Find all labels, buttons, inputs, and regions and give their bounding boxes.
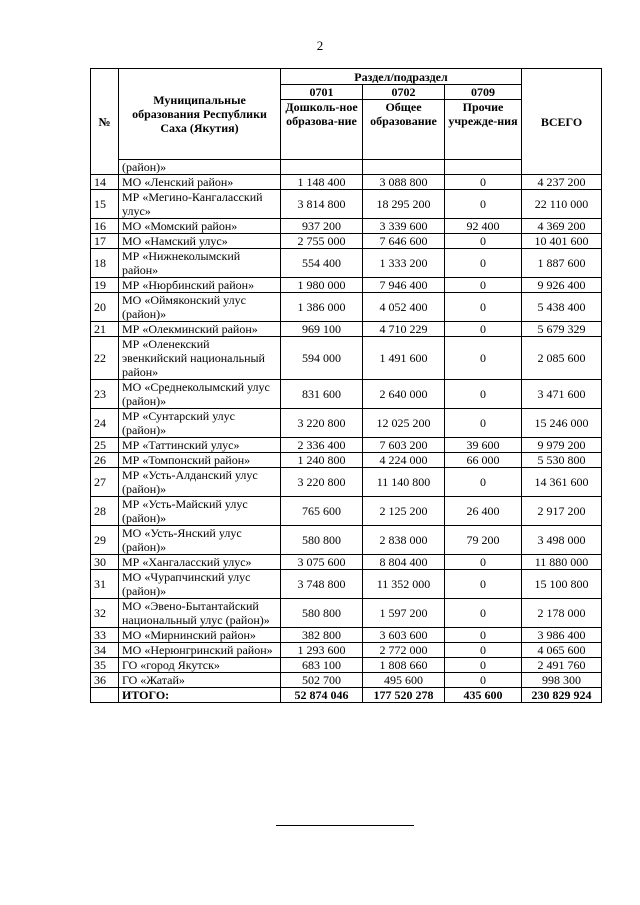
- header-code-0709: 0709: [445, 85, 522, 100]
- row-municipality: МО «Чурапчинский улус (район)»: [119, 570, 281, 599]
- row-preschool: 1 293 600: [281, 643, 363, 658]
- row-municipality: МР «Таттинский улус»: [119, 438, 281, 453]
- row-total: 15 100 800: [522, 570, 602, 599]
- row-other: 0: [445, 190, 522, 219]
- row-total: 2 178 000: [522, 599, 602, 628]
- row-number: 15: [91, 190, 119, 219]
- row-general: 1 808 660: [363, 658, 445, 673]
- row-general: 12 025 200: [363, 409, 445, 438]
- row-total: 11 880 000: [522, 555, 602, 570]
- row-general: 495 600: [363, 673, 445, 688]
- row-total: 5 438 400: [522, 293, 602, 322]
- row-preschool: 502 700: [281, 673, 363, 688]
- table-row: [91, 453, 602, 468]
- totals-row: [91, 688, 602, 703]
- row-general: 8 804 400: [363, 555, 445, 570]
- row-total: 22 110 000: [522, 190, 602, 219]
- row-municipality: МР «Сунтарский улус (район)»: [119, 409, 281, 438]
- row-total: 2 491 760: [522, 658, 602, 673]
- row-total: 5 530 800: [522, 453, 602, 468]
- row-municipality: МО «Оймяконский улус (район)»: [119, 293, 281, 322]
- row-preschool: 3 748 800: [281, 570, 363, 599]
- row-other: 0: [445, 175, 522, 190]
- row-general: 18 295 200: [363, 190, 445, 219]
- table-row: [91, 673, 602, 688]
- row-other: 0: [445, 599, 522, 628]
- header-code-0702: 0702: [363, 85, 445, 100]
- table-row: [91, 658, 602, 673]
- row-preschool: 580 800: [281, 599, 363, 628]
- row-total: 15 246 000: [522, 409, 602, 438]
- row-municipality: МР «Усть-Алданский улус (район)»: [119, 468, 281, 497]
- row-general: 4 224 000: [363, 453, 445, 468]
- row-general: 2 125 200: [363, 497, 445, 526]
- row-total: 2 085 600: [522, 337, 602, 380]
- budget-table: [90, 68, 602, 703]
- row-total: 2 917 200: [522, 497, 602, 526]
- row-municipality: МО «Ленский район»: [119, 175, 281, 190]
- row-municipality: МР «Усть-Майский улус (район)»: [119, 497, 281, 526]
- row-preschool: 3 075 600: [281, 555, 363, 570]
- row-other: 0: [445, 643, 522, 658]
- row-municipality: МР «Нижнеколымский район»: [119, 249, 281, 278]
- table-row: [91, 293, 602, 322]
- row-total: 5 679 329: [522, 322, 602, 337]
- totals-general: 177 520 278: [363, 688, 445, 703]
- row-number: 21: [91, 322, 119, 337]
- header-name-preschool: Дошколь-ное образова-ние: [281, 100, 363, 160]
- row-municipality: МР «Оленекский эвенкийский национальный район»: [119, 337, 281, 380]
- continuation-cell: (район)»: [119, 160, 281, 175]
- row-preschool: 3 814 800: [281, 190, 363, 219]
- row-number: 22: [91, 337, 119, 380]
- row-preschool: 765 600: [281, 497, 363, 526]
- row-total: 9 926 400: [522, 278, 602, 293]
- row-other: 0: [445, 628, 522, 643]
- row-general: 7 946 400: [363, 278, 445, 293]
- row-general: 1 597 200: [363, 599, 445, 628]
- row-other: 0: [445, 468, 522, 497]
- row-preschool: 1 148 400: [281, 175, 363, 190]
- row-general: 4 052 400: [363, 293, 445, 322]
- row-general: 2 838 000: [363, 526, 445, 555]
- row-number: 23: [91, 380, 119, 409]
- totals-label: ИТОГО:: [119, 688, 281, 703]
- row-preschool: 2 755 000: [281, 234, 363, 249]
- row-general: 1 491 600: [363, 337, 445, 380]
- table-row: [91, 555, 602, 570]
- table-row: [91, 278, 602, 293]
- row-number: 16: [91, 219, 119, 234]
- row-total: 4 237 200: [522, 175, 602, 190]
- row-number: 31: [91, 570, 119, 599]
- row-number: 36: [91, 673, 119, 688]
- header-code-0701: 0701: [281, 85, 363, 100]
- totals-total: 230 829 924: [522, 688, 602, 703]
- table-row: [91, 409, 602, 438]
- row-number: 28: [91, 497, 119, 526]
- row-other: 92 400: [445, 219, 522, 234]
- table-row: [91, 468, 602, 497]
- row-other: 0: [445, 570, 522, 599]
- row-municipality: МО «Нерюнгринский район»: [119, 643, 281, 658]
- row-preschool: 3 220 800: [281, 409, 363, 438]
- row-general: 3 088 800: [363, 175, 445, 190]
- header-name-other: Прочие учрежде-ния: [445, 100, 522, 160]
- row-municipality: МО «Эвено-Бытантайский национальный улус (район)»: [119, 599, 281, 628]
- table-row: [91, 175, 602, 190]
- row-number: 33: [91, 628, 119, 643]
- row-preschool: 1 980 000: [281, 278, 363, 293]
- page-number: 2: [316, 38, 324, 53]
- row-total: 998 300: [522, 673, 602, 688]
- table-row: [91, 570, 602, 599]
- row-other: 0: [445, 278, 522, 293]
- row-number: 27: [91, 468, 119, 497]
- table-row: [91, 380, 602, 409]
- row-preschool: 937 200: [281, 219, 363, 234]
- row-preschool: 1 240 800: [281, 453, 363, 468]
- header-total: ВСЕГО: [522, 69, 602, 175]
- row-preschool: 831 600: [281, 380, 363, 409]
- table-row: [91, 438, 602, 453]
- footer-divider: [276, 825, 414, 826]
- row-general: 7 646 600: [363, 234, 445, 249]
- row-total: 10 401 600: [522, 234, 602, 249]
- row-municipality: МО «Мирнинский район»: [119, 628, 281, 643]
- row-other: 0: [445, 673, 522, 688]
- row-municipality: МО «Усть-Янский улус (район)»: [119, 526, 281, 555]
- row-preschool: 3 220 800: [281, 468, 363, 497]
- row-general: 2 640 000: [363, 380, 445, 409]
- table-row: [91, 322, 602, 337]
- row-other: 0: [445, 409, 522, 438]
- row-municipality: МР «Томпонский район»: [119, 453, 281, 468]
- table-row: [91, 643, 602, 658]
- row-municipality: ГО «Жатай»: [119, 673, 281, 688]
- row-other: 0: [445, 293, 522, 322]
- row-number: 32: [91, 599, 119, 628]
- table-row: [91, 337, 602, 380]
- row-preschool: 580 800: [281, 526, 363, 555]
- header-name-general: Общее образование: [363, 100, 445, 160]
- row-other: 39 600: [445, 438, 522, 453]
- row-total: 4 369 200: [522, 219, 602, 234]
- row-preschool: 594 000: [281, 337, 363, 380]
- row-number: 19: [91, 278, 119, 293]
- row-municipality: МО «Момский район»: [119, 219, 281, 234]
- table-row: [91, 219, 602, 234]
- row-preschool: 1 386 000: [281, 293, 363, 322]
- row-municipality: МР «Олекминский район»: [119, 322, 281, 337]
- row-general: 4 710 229: [363, 322, 445, 337]
- table-row: [91, 234, 602, 249]
- table-row: [91, 526, 602, 555]
- row-general: 7 603 200: [363, 438, 445, 453]
- row-total: 1 887 600: [522, 249, 602, 278]
- row-number: 24: [91, 409, 119, 438]
- table-row: [91, 599, 602, 628]
- row-general: 2 772 000: [363, 643, 445, 658]
- row-preschool: 683 100: [281, 658, 363, 673]
- row-other: 0: [445, 380, 522, 409]
- row-other: 0: [445, 337, 522, 380]
- row-total: 3 471 600: [522, 380, 602, 409]
- row-total: 3 498 000: [522, 526, 602, 555]
- row-preschool: 969 100: [281, 322, 363, 337]
- row-general: 3 339 600: [363, 219, 445, 234]
- row-general: 11 140 800: [363, 468, 445, 497]
- row-other: 0: [445, 658, 522, 673]
- row-preschool: 2 336 400: [281, 438, 363, 453]
- row-number: 26: [91, 453, 119, 468]
- table-row: [91, 249, 602, 278]
- row-other: 0: [445, 234, 522, 249]
- table-row: [91, 628, 602, 643]
- row-municipality: МР «Мегино-Кангаласский улус»: [119, 190, 281, 219]
- row-total: 4 065 600: [522, 643, 602, 658]
- table-row: [91, 190, 602, 219]
- row-number: 34: [91, 643, 119, 658]
- row-number: 17: [91, 234, 119, 249]
- row-other: 0: [445, 249, 522, 278]
- row-number: 20: [91, 293, 119, 322]
- row-number: 30: [91, 555, 119, 570]
- row-preschool: 382 800: [281, 628, 363, 643]
- row-municipality: ГО «город Якутск»: [119, 658, 281, 673]
- row-municipality: МР «Нюрбинский район»: [119, 278, 281, 293]
- row-municipality: МО «Намский улус»: [119, 234, 281, 249]
- totals-other: 435 600: [445, 688, 522, 703]
- header-section: Раздел/подраздел: [281, 69, 522, 85]
- row-other: 79 200: [445, 526, 522, 555]
- row-general: 11 352 000: [363, 570, 445, 599]
- row-number: 35: [91, 658, 119, 673]
- row-number: 25: [91, 438, 119, 453]
- row-number: 18: [91, 249, 119, 278]
- table-row: [91, 497, 602, 526]
- row-other: 26 400: [445, 497, 522, 526]
- row-preschool: 554 400: [281, 249, 363, 278]
- row-municipality: МО «Среднеколымский улус (район)»: [119, 380, 281, 409]
- row-general: 1 333 200: [363, 249, 445, 278]
- row-number: 14: [91, 175, 119, 190]
- row-total: 3 986 400: [522, 628, 602, 643]
- totals-preschool: 52 874 046: [281, 688, 363, 703]
- row-total: 14 361 600: [522, 468, 602, 497]
- row-total: 9 979 200: [522, 438, 602, 453]
- row-other: 0: [445, 555, 522, 570]
- totals-blank: [91, 688, 119, 703]
- header-municipality: Муниципальные образования Республики Саха (Якутия): [119, 69, 281, 160]
- row-municipality: МР «Хангаласский улус»: [119, 555, 281, 570]
- row-other: 0: [445, 322, 522, 337]
- row-general: 3 603 600: [363, 628, 445, 643]
- row-other: 66 000: [445, 453, 522, 468]
- header-number: №: [91, 69, 119, 175]
- row-number: 29: [91, 526, 119, 555]
